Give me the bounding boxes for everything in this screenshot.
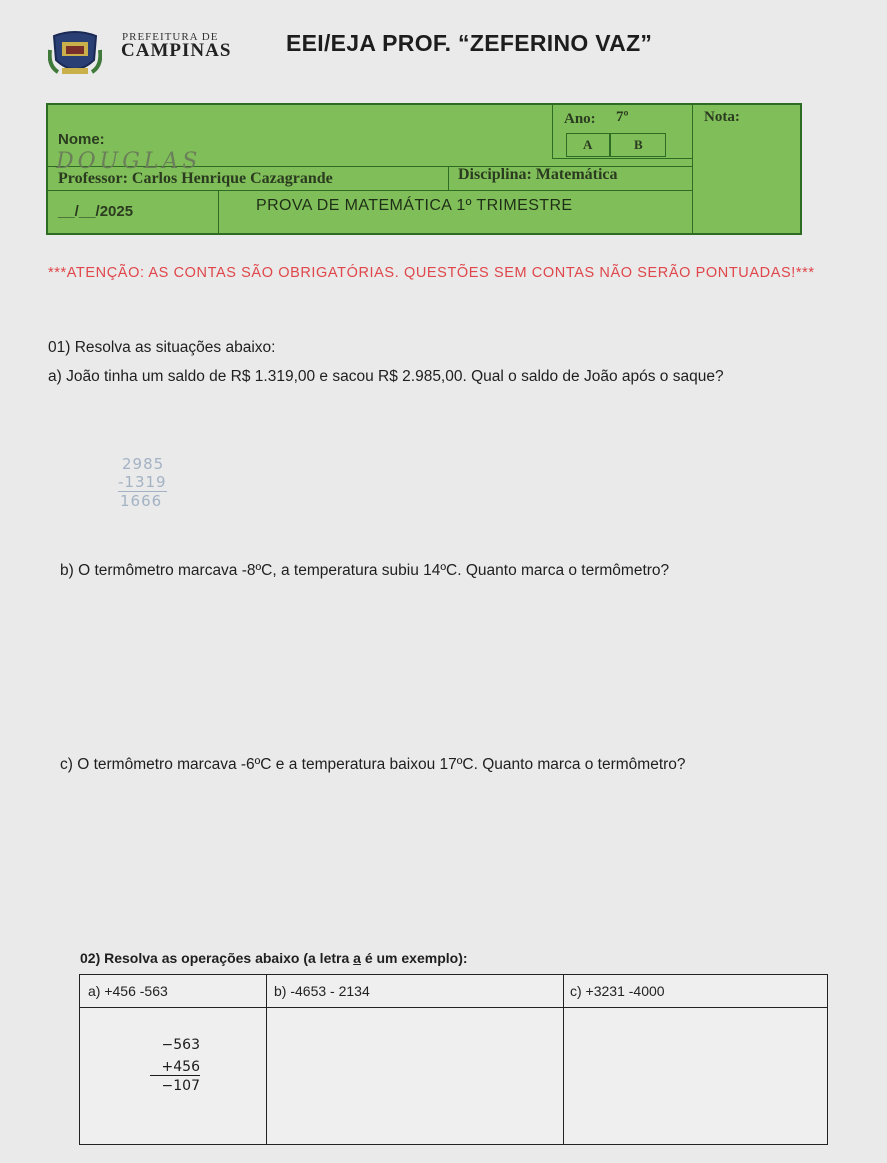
campinas-crest-icon [48, 30, 102, 78]
ano-value: 7º [616, 109, 629, 125]
school-name: EEI/EJA PROF. “ZEFERINO VAZ” [286, 30, 653, 56]
example-line-1: −563 [161, 1037, 200, 1053]
nome-label: Nome: [58, 131, 105, 148]
student-name-handwritten[interactable]: DOUGLAS [56, 149, 202, 174]
q1-title: 01) Resolva as situações abaixo: [48, 339, 276, 356]
city-subtitle: PREFEITURA DE [122, 31, 219, 43]
disciplina-label: Disciplina: Matemática [458, 166, 618, 183]
answer-cell-c[interactable] [564, 1008, 827, 1144]
city-name: CAMPINAS [121, 40, 232, 61]
operations-table [79, 974, 828, 1145]
nota-label: Nota: [704, 109, 740, 125]
work-line-3: 1666 [120, 492, 163, 510]
example-line-2: +456 [150, 1059, 200, 1076]
work-line-2: -1319 [118, 473, 167, 491]
work-line-1: 2985 [122, 455, 165, 473]
ano-label: Ano: [564, 111, 596, 127]
q1c-text: c) O termômetro marcava -6ºC e a temperatura baixou 17ºC. Quanto marca o termômetro? [60, 756, 686, 773]
turma-b-label: B [634, 137, 643, 152]
col-c-header: c) +3231 -4000 [570, 983, 665, 999]
col-a-header: a) +456 -563 [88, 983, 168, 999]
answer-cell-b[interactable] [267, 1008, 563, 1144]
q2-title: 02) Resolva as operações abaixo (a letra a é um exemplo): [80, 950, 468, 966]
example-line-3: −107 [161, 1078, 200, 1094]
turma-a-label: A [583, 137, 593, 152]
date-field[interactable]: __/__/2025 [58, 203, 134, 220]
q1b-text: b) O termômetro marcava -8ºC, a temperatura subiu 14ºC. Quanto marca o termômetro? [60, 562, 670, 579]
student-info-table [46, 103, 802, 235]
q1a-handwritten-work [118, 455, 167, 510]
exam-title: PROVA DE MATEMÁTICA 1º TRIMESTRE [256, 197, 573, 214]
professor-label: Professor: Carlos Henrique Cazagrande [58, 170, 333, 187]
warning-text: ***ATENÇÃO: AS CONTAS SÃO OBRIGATÓRIAS. QUESTÕES SEM CONTAS NÃO SERÃO PONTUADAS!*** [48, 265, 815, 281]
q1a-text: a) João tinha um saldo de R$ 1.319,00 e sacou R$ 2.985,00. Qual o saldo de João após o saque? [48, 368, 724, 385]
col-b-header: b) -4653 - 2134 [274, 983, 370, 999]
